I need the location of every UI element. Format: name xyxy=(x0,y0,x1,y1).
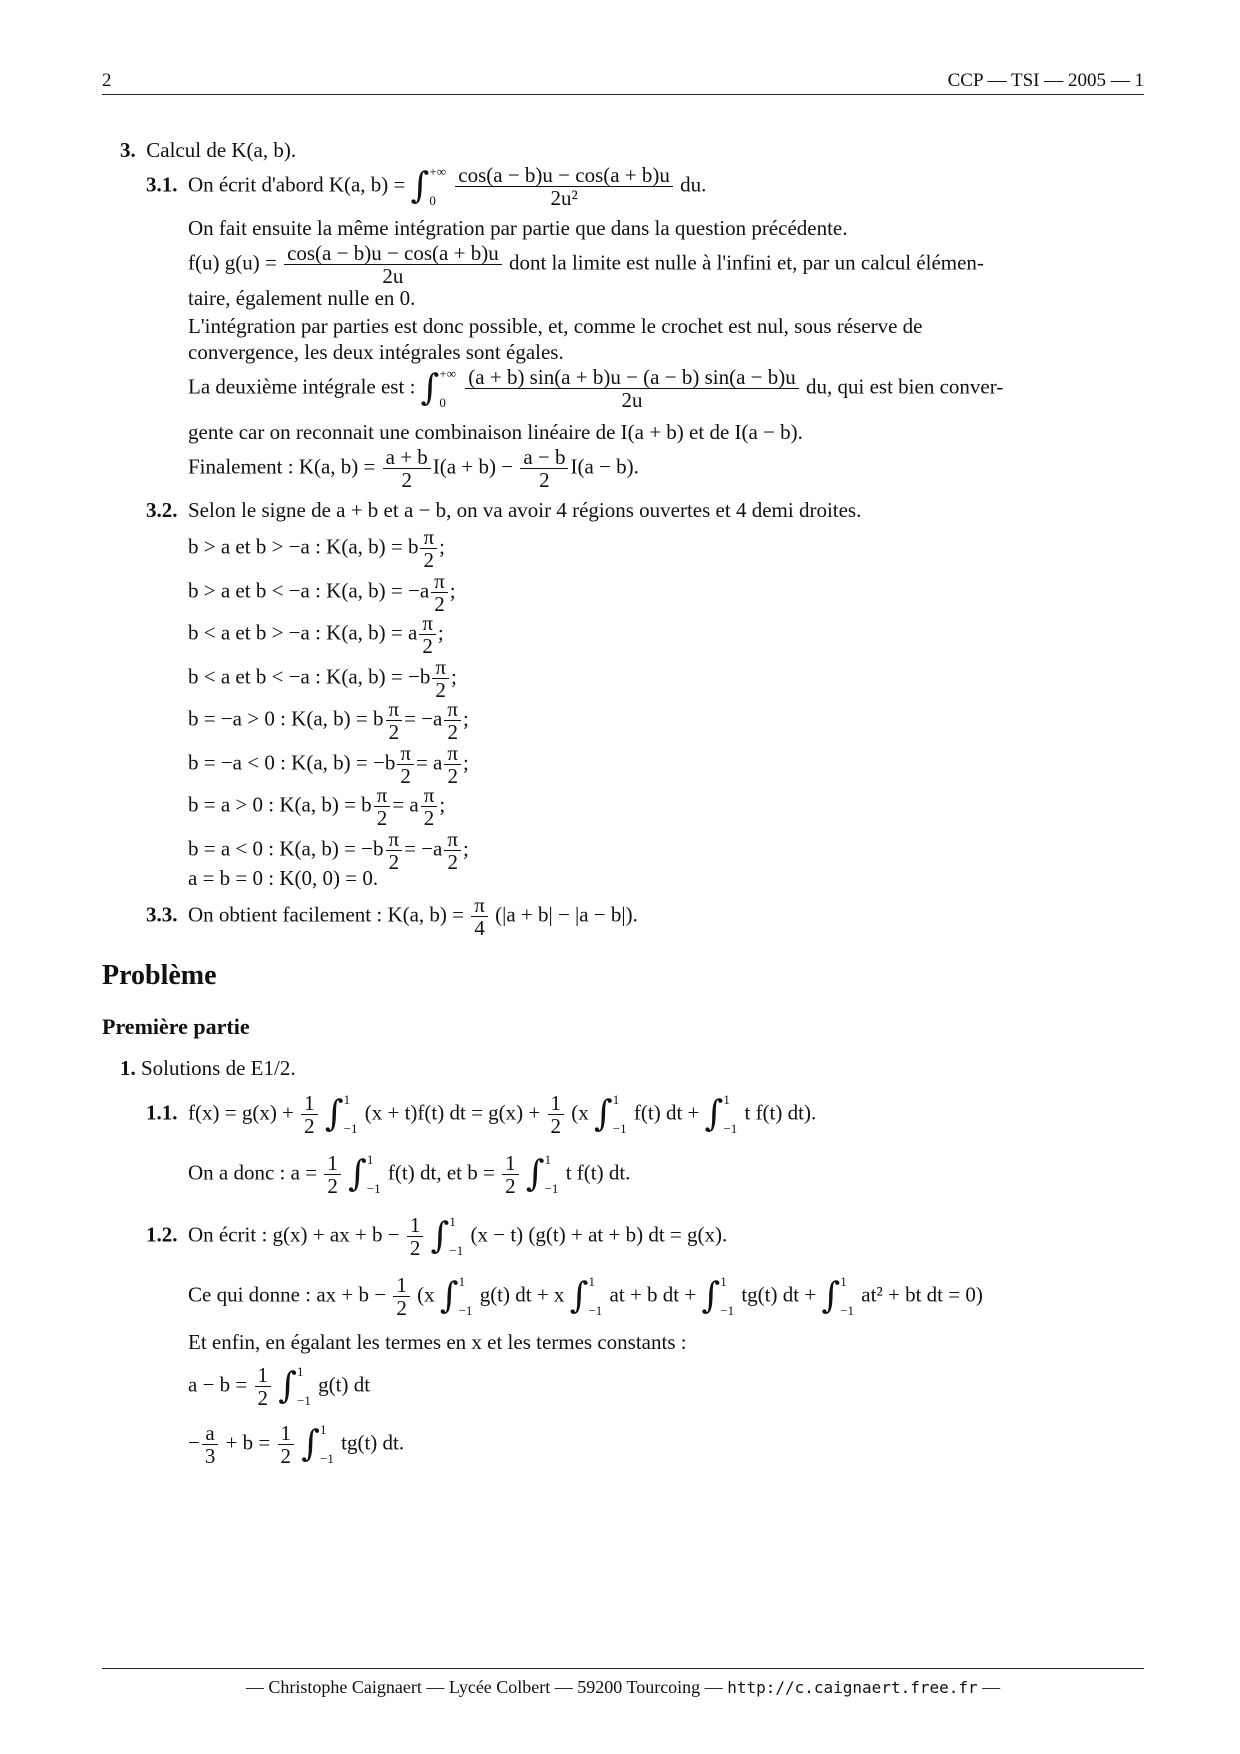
s31-p2: L'intégration par parties est donc possible, et, comme le crochet est nul, sous réserve de xyxy=(188,314,923,338)
page-header xyxy=(102,66,1144,95)
probleme-heading: Problème xyxy=(102,960,217,991)
case-line: b < a et b < −a : K(a, b) = −b $\frac{\pi}{2}$ ; xyxy=(188,655,457,703)
s32-last: a = b = 0 : K(0, 0) = 0. xyxy=(188,866,379,890)
case-line: b = a > 0 : K(a, b) = b $\frac{\pi}{2}$ = a $\frac{\pi}{2}$ ; xyxy=(188,783,446,831)
part-heading: Première partie xyxy=(102,1014,250,1039)
q12-p: Ce qui donne : ax + b − $\frac{1}{2}$ (x ∫ 1 −1 g(t) dt + x ∫ 1 −1 at + b dt + ∫ 1 −1 tg(t) dt + ∫ 1 −1 at² + bt dt = 0) xyxy=(188,1273,983,1321)
footer-link[interactable]: http://c.caignaert.free.fr xyxy=(727,1678,978,1697)
s31-line1: 3.1. On écrit d'abord K(a, b) = ∫ +∞ 0 $\frac{\cos(a - b)u - \cos(a + b)u}{\text{2u²}}$ du. xyxy=(146,163,707,211)
s31-p3: La deuxième intégrale est : ∫ +∞ 0 $\frac{(a + b) \sin(a + b)u - (a - b) \sin(a - b)u}{2u}$ du, qui est bien conver- xyxy=(188,365,1004,413)
q12-eq: 1.2. On écrit : g(x) + ax + b − $\frac{1}{2}$ ∫ 1 −1 (x − t) (g(t) + at + b) dt = g(x). xyxy=(146,1213,728,1261)
case-line: b = −a < 0 : K(a, b) = −b $\frac{\pi}{2}$ = a $\frac{\pi}{2}$ ; xyxy=(188,741,469,789)
s31-final: Finalement : K(a, b) = $\frac{a + b}{2}$ I(a + b) − $\frac{a - b}{2}$ I(a − b). xyxy=(188,445,639,493)
case-line: b = −a > 0 : K(a, b) = b $\frac{\pi}{2}$ = −a $\frac{\pi}{2}$ ; xyxy=(188,697,469,745)
case-line: b > a et b < −a : K(a, b) = −a $\frac{\pi}{2}$ ; xyxy=(188,569,456,617)
page-number: 2 xyxy=(102,70,112,91)
case-line: b = a < 0 : K(a, b) = −b $\frac{\pi}{2}$ = −a $\frac{\pi}{2}$ ; xyxy=(188,827,469,875)
s31-p3b: gente car on reconnait une combinaison linéaire de I(a + b) et de I(a − b). xyxy=(188,420,803,444)
s31-fg: f(u) g(u) = $\frac{\cos(a - b)u - \cos(a + b)u}{2u}$ dont la limite est nulle à l'infini et, par un calcul élémen- xyxy=(188,241,984,289)
s31-p1: On fait ensuite la même intégration par partie que dans la question précédente. xyxy=(188,216,848,240)
q1-title: 1. Solutions de E1/2. xyxy=(120,1056,296,1080)
q12-l2: − $\frac{a}{3}$ + b = $\frac{1}{2}$ ∫ 1 −1 tg(t) dt. xyxy=(188,1421,405,1469)
running-title: CCP — TSI — 2005 — 1 xyxy=(947,70,1144,91)
q12-p7: Et enfin, en égalant les termes en x et les termes constants : xyxy=(188,1330,687,1354)
s33-line: 3.3. On obtient facilement : K(a, b) = $\frac{\pi}{4}$ (|a + b| − |a − b|). xyxy=(146,893,638,941)
s31-p2b: convergence, les deux intégrales sont égales. xyxy=(188,340,564,364)
q11-eq: 1.1. f(x) = g(x) + $\frac{1}{2}$ ∫ 1 −1 (x + t)f(t) dt = g(x) + $\frac{1}{2}$ (x ∫ 1 −1 f(t) dt + ∫ 1 −1 t f(t) dt). xyxy=(146,1091,817,1139)
case-line: b > a et b > −a : K(a, b) = b $\frac{\pi}{2}$ ; xyxy=(188,525,445,573)
q12-l1: a − b = $\frac{1}{2}$ ∫ 1 −1 g(t) dt xyxy=(188,1363,371,1411)
page-footer: — Christophe Caignaert — Lycée Colbert — 59200 Tourcoing — http://c.caignaert.free.fr — xyxy=(102,1668,1144,1698)
s31-fg2: taire, également nulle en 0. xyxy=(188,286,416,310)
section-3-title: 3. Calcul de K(a, b). xyxy=(120,138,297,162)
case-line: b < a et b > −a : K(a, b) = a $\frac{\pi}{2}$ ; xyxy=(188,611,444,659)
integral-sign: ∫ xyxy=(410,165,430,207)
s32-intro: 3.2. Selon le signe de a + b et a − b, on va avoir 4 régions ouvertes et 4 demi droites. xyxy=(146,498,862,522)
q11-p: On a donc : a = $\frac{1}{2}$ ∫ 1 −1 f(t) dt, et b = $\frac{1}{2}$ ∫ 1 −1 t f(t) dt. xyxy=(188,1151,631,1199)
